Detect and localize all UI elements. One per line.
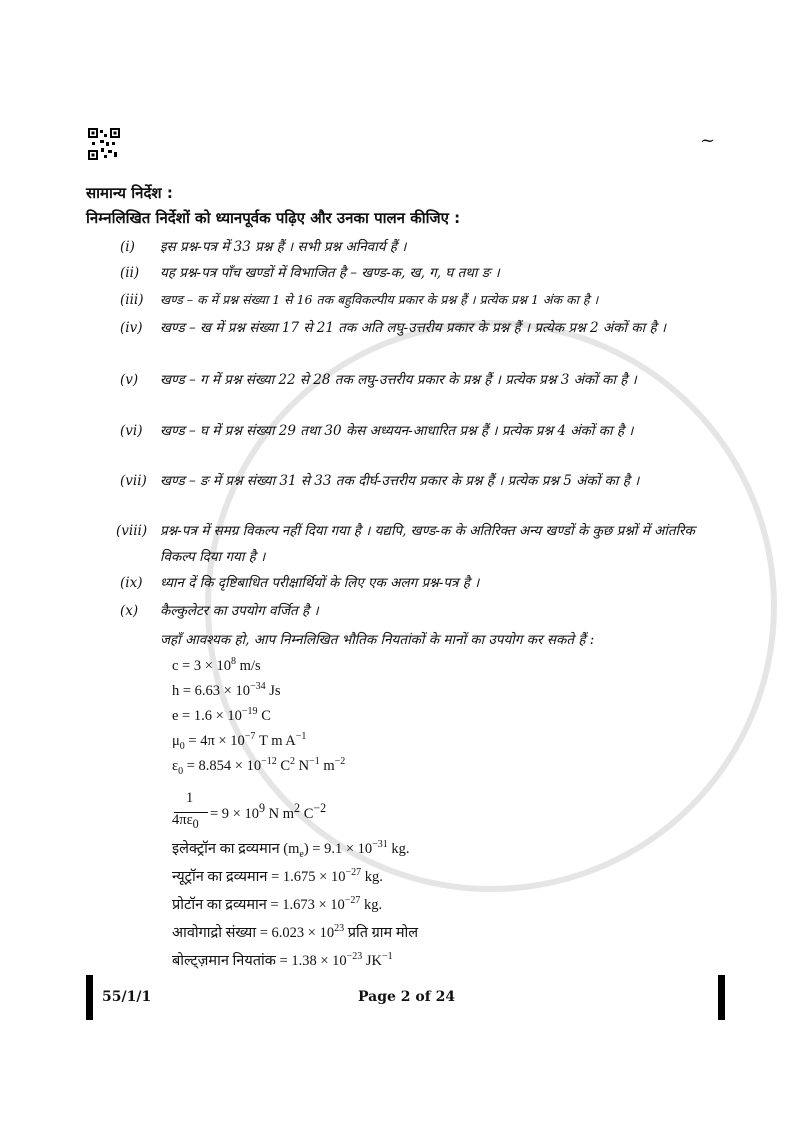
footer-right-bar	[718, 975, 725, 1020]
constant-mu0: $\mu_0 = 4\pi \times 10^{-7}$ T m $A^{-1}$	[172, 731, 307, 752]
instruction-number: (iii)	[120, 292, 144, 308]
instruction-number: (iv)	[120, 320, 143, 336]
constant-eps0: $\varepsilon_0 = 8.854 \times 10^{-12}$ $C^2$ $N^{-1}$ $m^{-2}$	[172, 756, 346, 777]
general-instructions-heading: सामान्य निर्देश :	[86, 184, 173, 202]
instruction-text: कैल्कुलेटर का उपयोग वर्जित है ।	[160, 603, 319, 619]
read-carefully-heading: निम्नलिखित निर्देशों को ध्यानपूर्वक पढ़िए और उनका पालन कीजिए :	[86, 209, 461, 227]
page-number: Page 2 of 24	[358, 989, 456, 1005]
instruction-text: यह प्रश्न-पत्र पाँच खण्डों में विभाजित है – खण्ड-क, ख, ग, घ तथा ङ ।	[160, 265, 500, 281]
constant-e: $e = 1.6 \times 10^{-19}$ C	[172, 706, 271, 724]
instruction-number: (ix)	[120, 575, 143, 591]
instruction-text: खण्ड – घ में प्रश्न संख्या 29 तथा 30 केस अध्ययन-आधारित प्रश्न हैं । प्रत्येक प्रश्न 4 अंकों का है ।	[160, 423, 634, 439]
footer-left-bar	[86, 975, 93, 1020]
constant-c: $c = 3 \times 10^8$ m/s	[172, 656, 261, 674]
instruction-text: ध्यान दें कि दृष्टिबाधित परीक्षार्थियों के लिए एक अलग प्रश्न-पत्र है ।	[160, 575, 480, 591]
instruction-text: खण्ड – क में प्रश्न संख्या 1 से 16 तक बहुविकल्पीय प्रकार के प्रश्न हैं । प्रत्येक प्रश्न 1 अंक का है ।	[160, 292, 599, 307]
constant-proton-mass: प्रोटॉन का द्रव्यमान = $1.673 \times 10^{-27}$ kg.	[172, 895, 383, 913]
tilde-mark: ~	[700, 130, 716, 151]
constant-electron-mass: इलेक्ट्रॉन का द्रव्यमान $(m_e) = 9.1 \times 10^{-31}$ kg.	[172, 839, 410, 860]
qr-code-icon	[88, 128, 120, 160]
constant-neutron-mass: न्यूट्रॉन का द्रव्यमान = $1.675 \times 10^{-27}$ kg.	[172, 867, 383, 885]
paper-code: 55/1/1	[102, 989, 152, 1005]
instruction-number: (vi)	[120, 423, 143, 439]
instruction-number: (x)	[120, 603, 139, 619]
fraction-denominator: $4\pi\varepsilon_0$	[172, 812, 199, 831]
instruction-number: (i)	[120, 239, 135, 255]
fraction-numerator: 1	[186, 790, 194, 806]
constant-boltzmann: बोल्ट्ज़मान नियतांक = $1.38 \times 10^{-23}$ $JK^{-1}$	[172, 951, 393, 969]
instruction-text: इस प्रश्न-पत्र में 33 प्रश्न हैं । सभी प्रश्न अनिवार्य हैं ।	[160, 239, 407, 255]
constant-h: $h = 6.63 \times 10^{-34}$ Js	[172, 681, 281, 699]
constant-avogadro: आवोगाद्रो संख्या = $6.023 \times 10^{23}$ प्रति ग्राम मोल	[172, 923, 419, 941]
instruction-text: खण्ड – ङ में प्रश्न संख्या 31 से 33 तक दीर्घ-उत्तरीय प्रकार के प्रश्न हैं । प्रत्येक प्रश्न 5 अंकों का है ।	[160, 473, 640, 489]
constants-intro: जहाँ आवश्यक हो, आप निम्नलिखित भौतिक नियतांकों के मानों का उपयोग कर सकते हैं :	[160, 632, 595, 648]
instruction-number: (ii)	[120, 265, 140, 281]
instruction-number: (viii)	[116, 523, 148, 539]
instruction-text: प्रश्न-पत्र में समग्र विकल्प नहीं दिया गया है । यद्यपि, खण्ड-क के अतिरिक्त अन्य खण्डों के कुछ प्रश्नों में आंतरिक विकल्प दिया गया है ।	[160, 523, 695, 565]
instruction-text: खण्ड – ग में प्रश्न संख्या 22 से 28 तक लघु-उत्तरीय प्रकार के प्रश्न हैं । प्रत्येक प्रश्न 3 अंकों का है ।	[160, 372, 637, 388]
instruction-number: (vii)	[120, 473, 147, 489]
instruction-number: (v)	[120, 372, 139, 388]
instruction-text: खण्ड – ख में प्रश्न संख्या 17 से 21 तक अति लघु-उत्तरीय प्रकार के प्रश्न हैं । प्रत्येक प्रश्न 2 अंकों का है ।	[160, 320, 667, 336]
fraction-rhs: = $9 \times 10^9$ N $m^2$ $C^{-2}$	[210, 801, 327, 822]
